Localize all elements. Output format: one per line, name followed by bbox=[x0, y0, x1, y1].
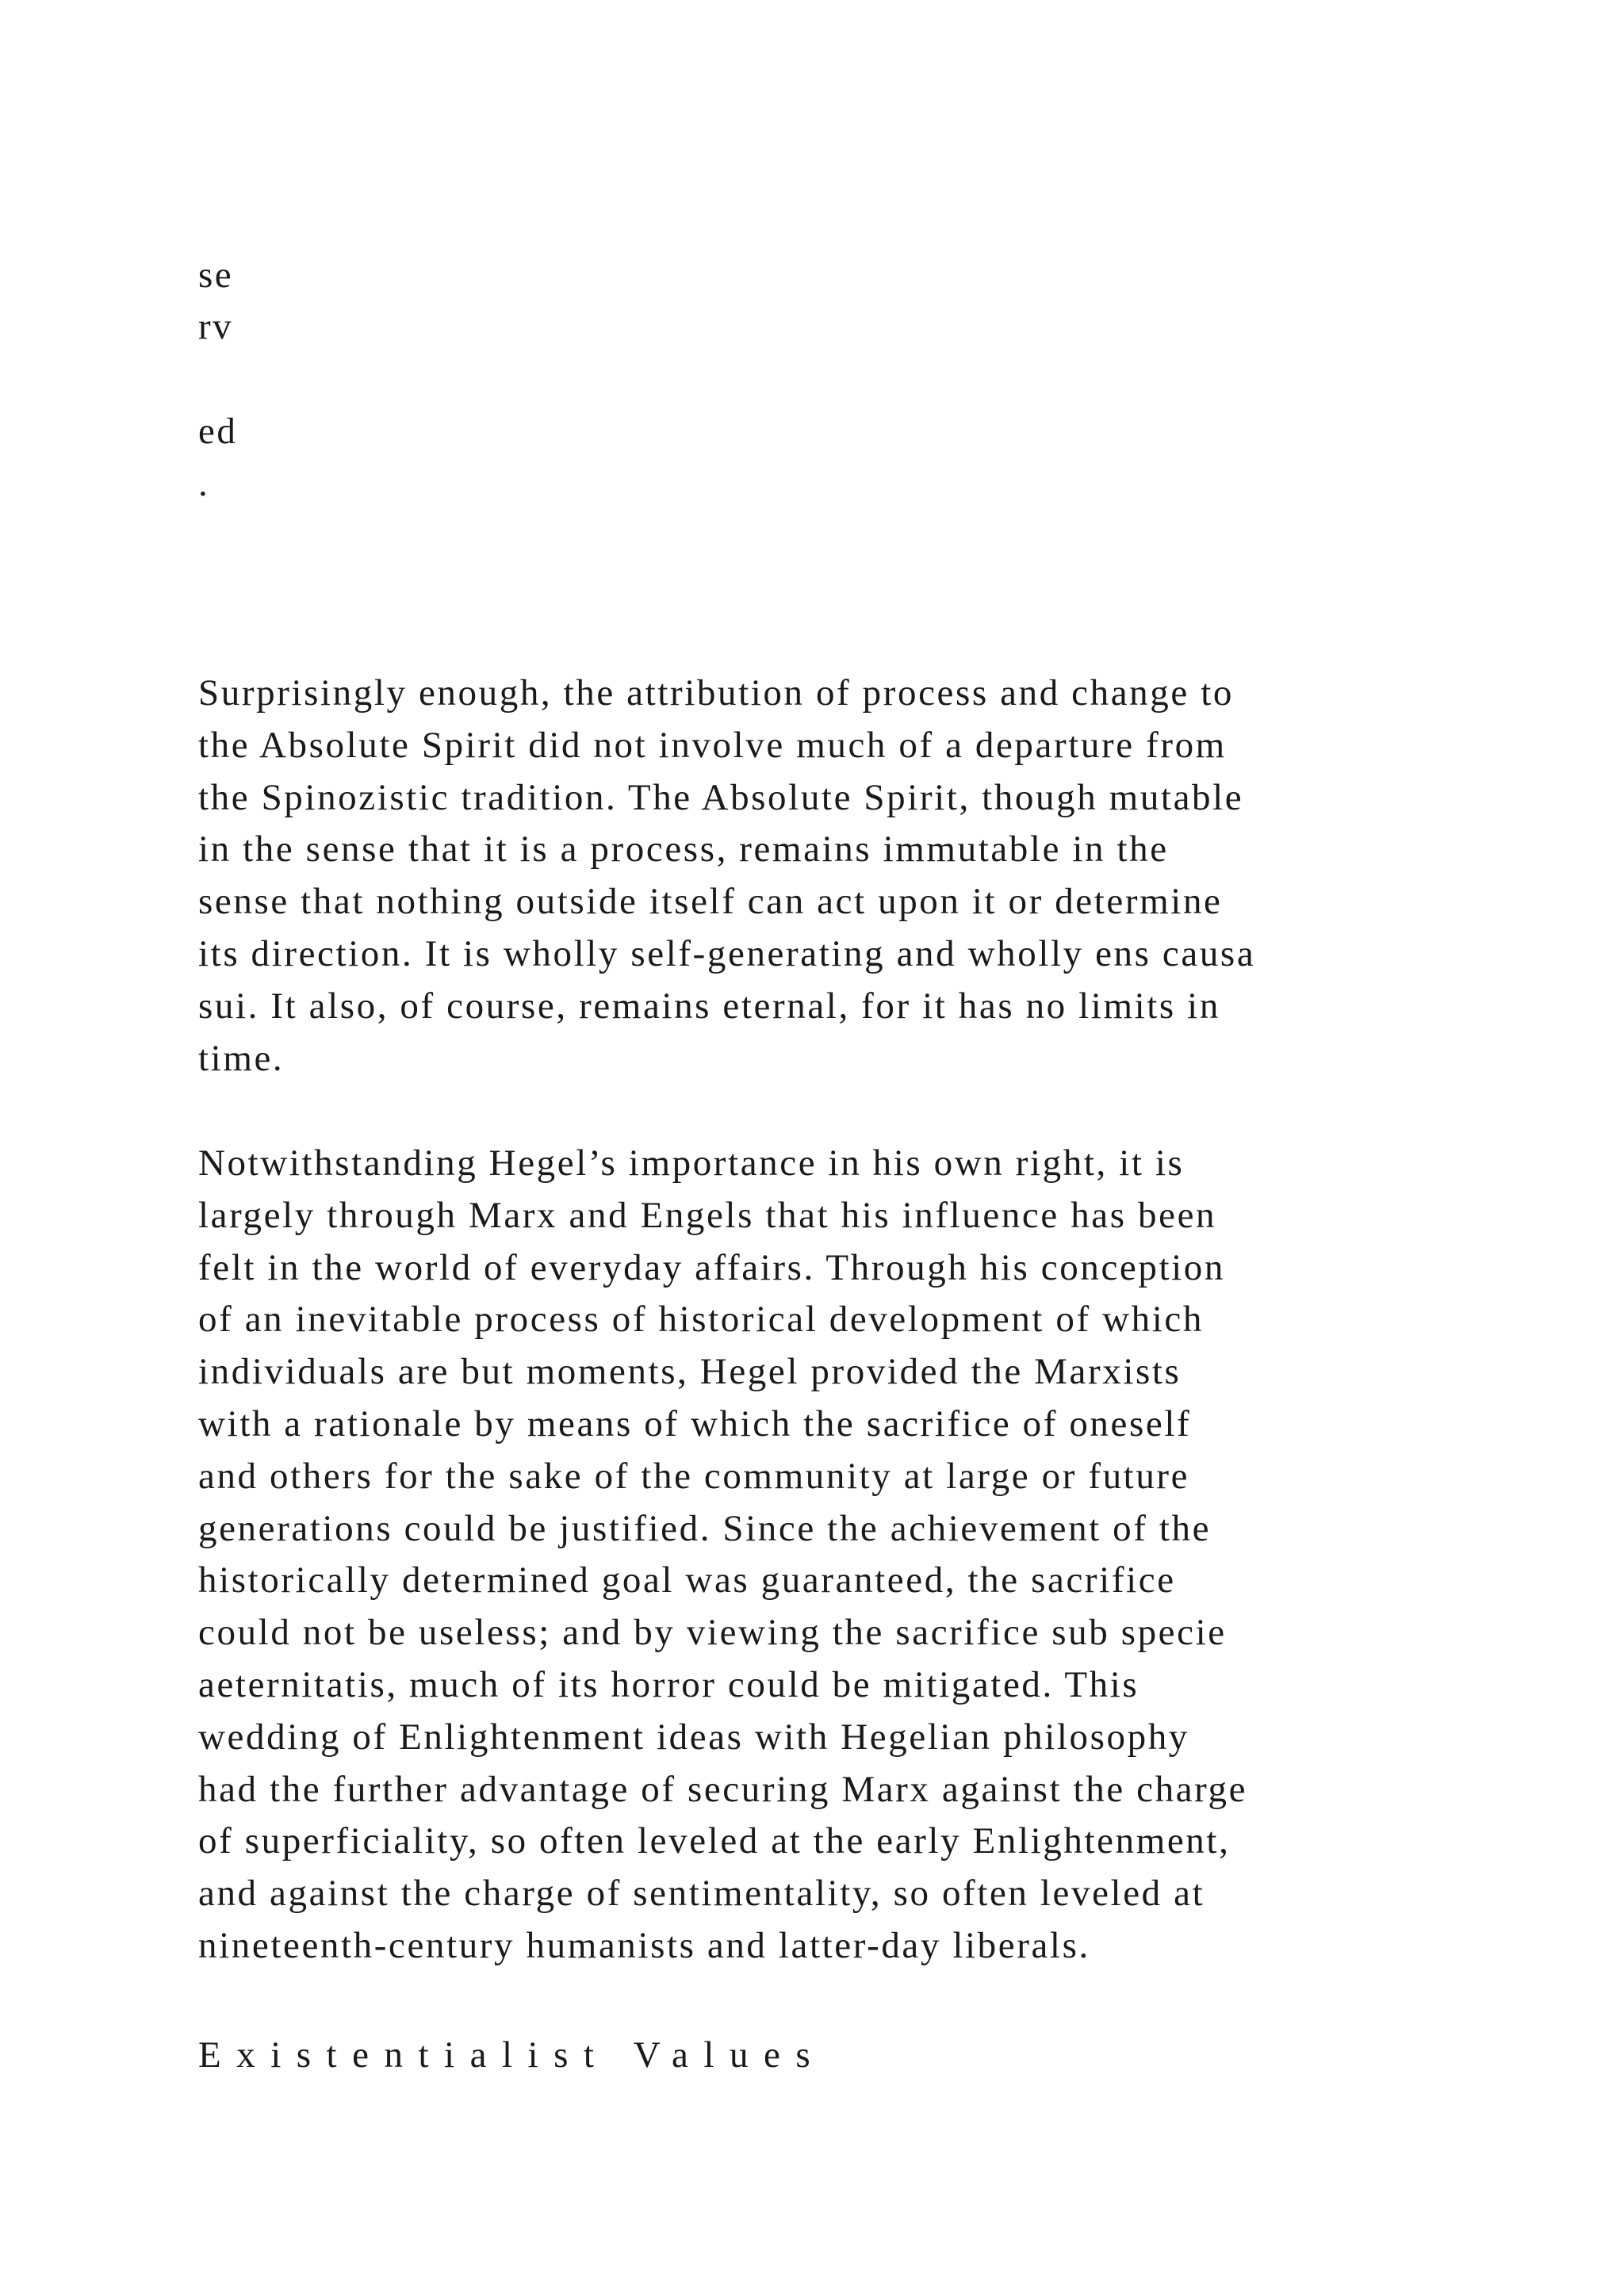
paragraph-line: individuals are but moments, Hegel provided the Marxists bbox=[198, 1351, 1182, 1393]
paragraph-line: the Absolute Spirit did not involve much of a departure from bbox=[198, 724, 1227, 766]
paragraph-line: of superficiality, so often leveled at the early Enlightenment, bbox=[198, 1820, 1231, 1862]
paragraph-line: Surprisingly enough, the attribution of process and change to bbox=[198, 672, 1234, 714]
paragraph-line: and others for the sake of the community at large or future bbox=[198, 1455, 1190, 1497]
paragraph-line: sense that nothing outside itself can act upon it or determine bbox=[198, 881, 1223, 923]
paragraph-line: aeternitatis, much of its horror could be mitigated. This bbox=[198, 1663, 1139, 1705]
paragraph-line: sui. It also, of course, remains eternal, for it has no limits in bbox=[198, 985, 1220, 1027]
paragraph-line: and against the charge of sentimentality, so often leveled at bbox=[198, 1873, 1205, 1915]
paragraph-line: with a rationale by means of which the sacrifice of oneself bbox=[198, 1402, 1192, 1445]
paragraph-line: time. bbox=[198, 1037, 285, 1079]
body-paragraph bbox=[198, 668, 1546, 1085]
paragraph-line: historically determined goal was guaranteed, the sacrifice bbox=[198, 1559, 1176, 1601]
paragraph-line: its direction. It is wholly self-generating and wholly ens causa bbox=[198, 932, 1256, 974]
paragraph-line: wedding of Enlightenment ideas with Hegelian philosophy bbox=[198, 1716, 1189, 1758]
text-fragment: . bbox=[198, 463, 210, 504]
paragraph-line: Notwithstanding Hegel’s importance in his own right, it is bbox=[198, 1142, 1185, 1184]
text-fragment: ed bbox=[198, 411, 238, 452]
body-paragraph bbox=[198, 1138, 1546, 1973]
paragraph-line: of an inevitable process of historical development of which bbox=[198, 1299, 1204, 1341]
paragraph-line: largely through Marx and Engels that his influence has been bbox=[198, 1194, 1217, 1236]
paragraph-line: felt in the world of everyday affairs. Through his conception bbox=[198, 1246, 1225, 1288]
paragraph-line: in the sense that it is a process, remains immutable in the bbox=[198, 828, 1169, 871]
paragraph-line: had the further advantage of securing Marx against the charge bbox=[198, 1768, 1248, 1810]
text-fragment: rv bbox=[198, 306, 234, 347]
paragraph-line: nineteenth-century humanists and latter-day liberals. bbox=[198, 1924, 1090, 1966]
text-fragment: se bbox=[198, 254, 234, 296]
paragraph-line: could not be useless; and by viewing the sacrifice sub specie bbox=[198, 1612, 1227, 1654]
paragraph-line: generations could be justified. Since the achievement of the bbox=[198, 1507, 1212, 1549]
section-heading: Existentialist Values bbox=[198, 2034, 826, 2076]
paragraph-line: the Spinozistic tradition. The Absolute Spirit, though mutable bbox=[198, 776, 1244, 818]
